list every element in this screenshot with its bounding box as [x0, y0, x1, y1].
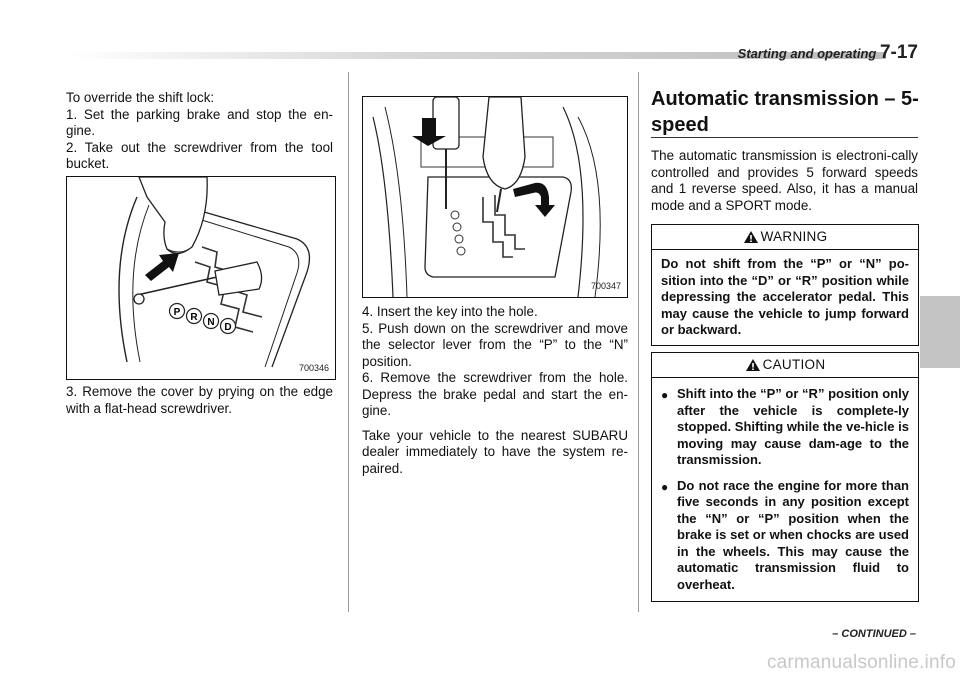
step-2: 2. Take out the screwdriver from the tool bucket.: [66, 139, 333, 171]
watermark: carmanualsonline.info: [766, 652, 956, 673]
page-number: 7-17: [879, 42, 918, 63]
caution-body: [652, 378, 918, 601]
header-title: Starting and operating: [737, 46, 877, 61]
transmission-intro-text: The automatic transmission is electroni-cally controlled and provides 5 forward speeds and 1 reverse speed. Also, it has a manual mode and a SPORT mode.: [651, 148, 918, 213]
warning-triangle-icon: [743, 230, 759, 244]
caution-item-text: Shift into the “P” or “R” position only after the vehicle is complete-ly stopped. Shifting while the ve-hicle is moving may cause dam-age to the transmission.: [677, 386, 909, 467]
step-4: 4. Insert the key into the hole.: [362, 304, 538, 319]
caution-label: CAUTION: [762, 356, 826, 372]
warning-box: [651, 224, 919, 346]
dealer-note: Take your vehicle to the nearest SUBARU dealer immediately to have the system re-paired.: [362, 427, 628, 476]
section-title: Automatic transmission – 5-speed: [651, 88, 919, 136]
step-5: 5. Push down on the screwdriver and move the selector lever from the “P” to the “N” position.: [362, 320, 628, 369]
column-divider-left: [348, 72, 349, 612]
shift-lock-illustration-icon: [67, 177, 335, 379]
column-divider-right: [638, 72, 639, 612]
gear-d-label: D: [224, 322, 232, 333]
gear-p-label: P: [173, 307, 181, 318]
caution-box: [651, 352, 919, 602]
caution-triangle-icon: [745, 358, 761, 372]
bullet-dot-icon: ●: [661, 388, 669, 402]
figure-screwdriver-insert: [362, 96, 628, 298]
figure-number-700347: 700347: [590, 281, 621, 291]
warning-label: WARNING: [760, 228, 828, 244]
warning-body: Do not shift from the “P” or “N” po-sition into the “D” or “R” position while depressing the accelerator pedal. This may cause the vehicle to jump forward or backward.: [661, 256, 909, 337]
step-3: 3. Remove the cover by prying on the edge with a flat-head screwdriver.: [66, 384, 333, 416]
section-rule: [651, 137, 918, 138]
chapter-tab: [920, 296, 960, 368]
continued-label: – CONTINUED –: [832, 628, 916, 640]
caution-item: [661, 386, 909, 469]
left-column-text: [66, 90, 333, 173]
figure-shift-cover: [66, 176, 336, 380]
figure-number-700346: 700346: [298, 363, 329, 373]
screwdriver-shift-illustration-icon: [363, 97, 627, 297]
gear-n-label: N: [207, 317, 215, 328]
gear-r-label: R: [190, 312, 198, 323]
middle-column-text: [362, 304, 628, 477]
override-intro: To override the shift lock:: [66, 90, 215, 105]
step-6: 6. Remove the screwdriver from the hole. Depress the brake pedal and start the en-gine.: [362, 370, 628, 418]
transmission-intro: [651, 148, 918, 214]
bullet-dot-icon: ●: [661, 479, 669, 494]
left-column-step3: [66, 384, 333, 417]
step-1: 1. Set the parking brake and stop the en-gine.: [66, 106, 333, 138]
caution-header: [652, 353, 918, 378]
caution-item-text: Do not race the engine for more than five seconds in any position except the “N” or “P” position when the brake is set or when chocks are used in the wheels. This may cause the automatic transmission fluid to overheat.: [677, 477, 909, 592]
caution-item: [661, 478, 909, 594]
page-header: [738, 42, 918, 64]
warning-header: [652, 225, 918, 250]
